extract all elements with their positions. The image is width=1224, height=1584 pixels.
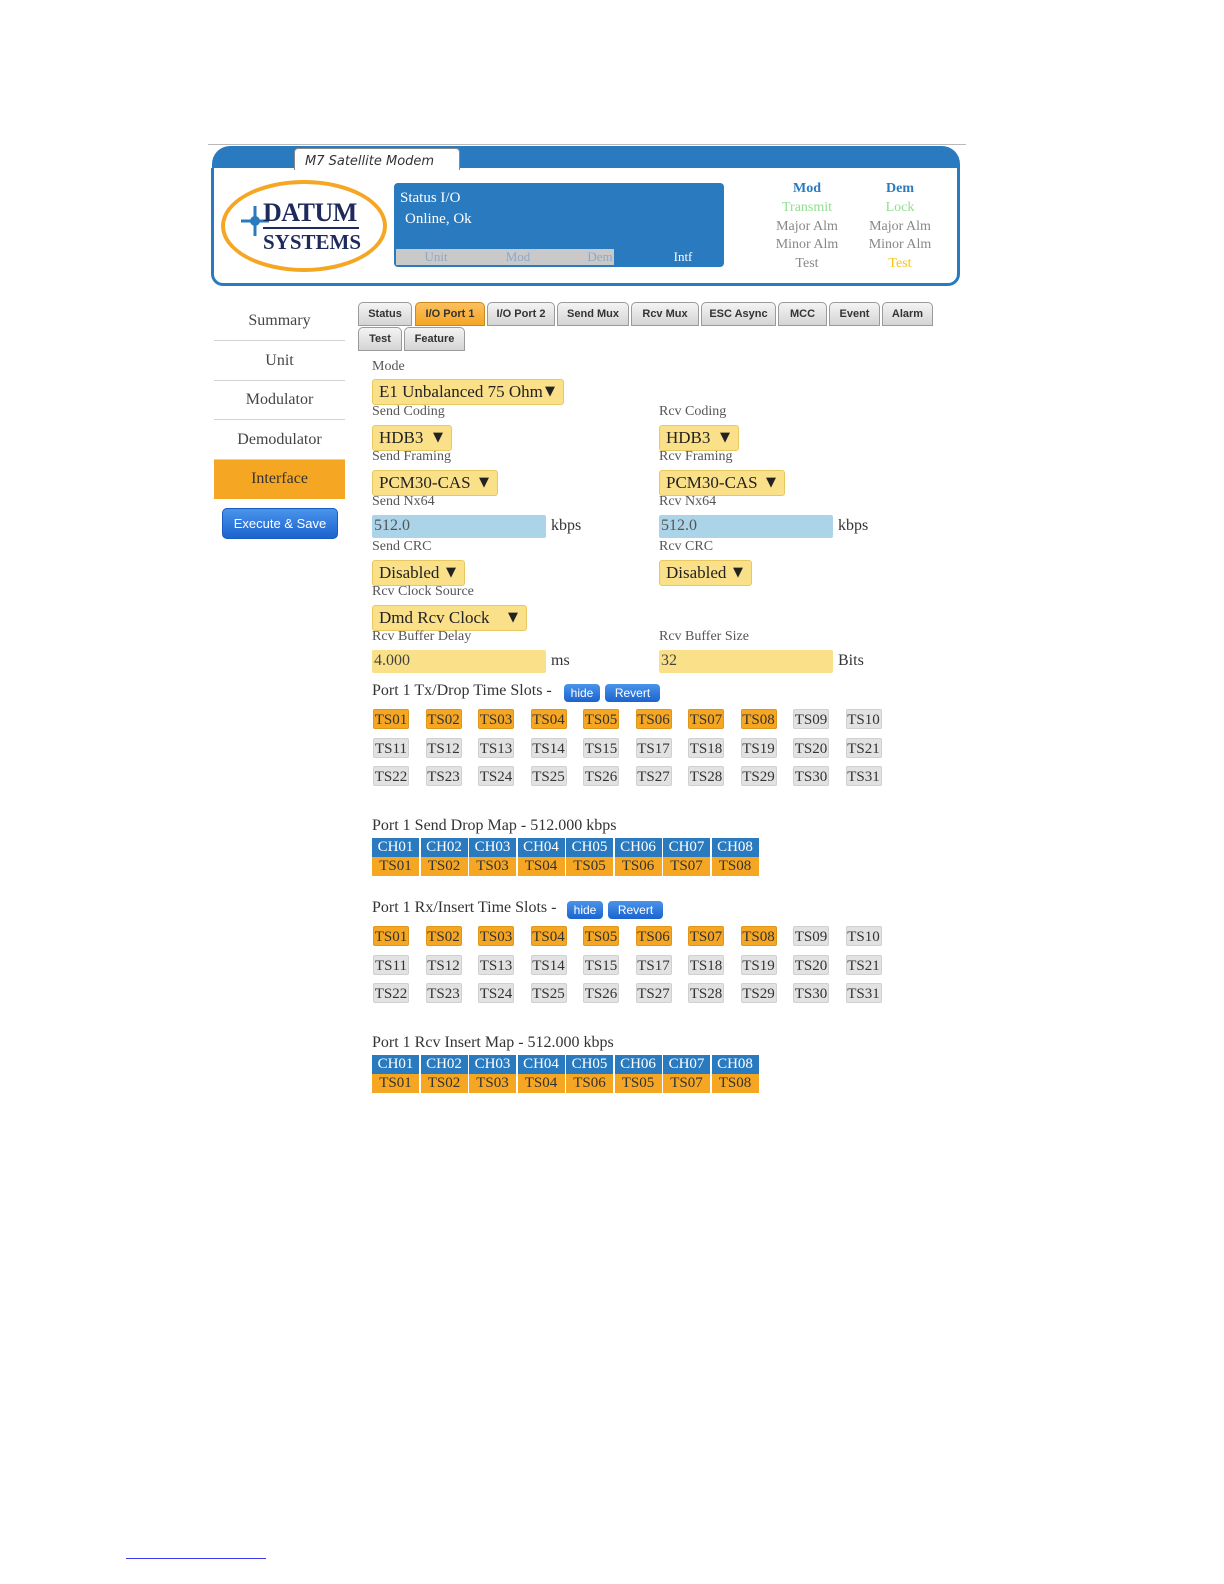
- dem-indicator-lock: Lock: [885, 200, 915, 215]
- tx-hide-button[interactable]: hide: [564, 684, 600, 702]
- rcv-buffer-delay-unit: ms: [551, 652, 570, 669]
- mod-indicator-minor-alm: Minor Alm: [775, 237, 839, 252]
- sidebar-item-modulator[interactable]: Modulator: [214, 381, 345, 420]
- rcv-buffer-delay-label: Rcv Buffer Delay: [372, 629, 472, 644]
- dem-indicator-minor-alm: Minor Alm: [868, 237, 932, 252]
- chevron-down-icon: ▼: [545, 384, 555, 399]
- time-slot-ts23[interactable]: TS23: [426, 766, 462, 786]
- send-framing-select[interactable]: [372, 470, 498, 496]
- rcv-framing-select[interactable]: [659, 470, 785, 496]
- rcv-coding-label: Rcv Coding: [659, 404, 727, 419]
- rcv-nx64-input[interactable]: 512.0: [659, 515, 833, 538]
- send-nx64-label: Send Nx64: [372, 494, 435, 509]
- time-slot-ts31[interactable]: TS31: [846, 983, 882, 1003]
- map-channel-ch08: CH08: [712, 1055, 759, 1074]
- tab-status[interactable]: Status: [358, 302, 412, 326]
- tab-feature[interactable]: Feature: [404, 327, 465, 351]
- time-slot-ts03[interactable]: TS03: [478, 926, 514, 946]
- dem-indicator-major-alm: Major Alm: [869, 219, 931, 234]
- time-slot-ts11[interactable]: TS11: [373, 738, 409, 758]
- mod-indicator-mod: Mod: [793, 181, 821, 196]
- mod-indicator-transmit: Transmit: [781, 200, 833, 215]
- map-channel-ch08: CH08: [712, 838, 759, 857]
- time-slot-ts06[interactable]: TS06: [636, 709, 672, 729]
- status-tab-strip: [396, 249, 614, 265]
- map-slot-ts04: TS04: [518, 857, 565, 876]
- rcv-buffer-size-label: Rcv Buffer Size: [659, 629, 749, 644]
- time-slot-ts18[interactable]: TS18: [688, 955, 724, 975]
- rcv-nx64-label: Rcv Nx64: [659, 494, 717, 509]
- time-slot-ts07[interactable]: TS07: [688, 926, 724, 946]
- time-slot-ts25[interactable]: TS25: [531, 766, 567, 786]
- time-slot-ts26[interactable]: TS26: [583, 983, 619, 1003]
- map-channel-ch06: CH06: [615, 838, 662, 857]
- time-slot-ts11[interactable]: TS11: [373, 955, 409, 975]
- map-slot-ts03: TS03: [469, 857, 516, 876]
- time-slot-ts06[interactable]: TS06: [636, 926, 672, 946]
- send-framing-label: Send Framing: [372, 449, 451, 464]
- chevron-down-icon: ▼: [446, 565, 456, 580]
- rcv-framing-value: PCM30-CAS: [666, 473, 758, 492]
- time-slot-ts28[interactable]: TS28: [688, 983, 724, 1003]
- time-slot-ts10[interactable]: TS10: [846, 709, 882, 729]
- mod-indicator-major-alm: Major Alm: [776, 219, 838, 234]
- map-channel-ch03: CH03: [469, 1055, 516, 1074]
- map-slot-ts05: TS05: [566, 857, 613, 876]
- map-slot-ts01: TS01: [372, 857, 419, 876]
- time-slot-ts25[interactable]: TS25: [531, 983, 567, 1003]
- time-slot-ts19[interactable]: TS19: [741, 738, 777, 758]
- rx-slots-title: Port 1 Rx/Insert Time Slots -: [372, 899, 557, 916]
- time-slot-ts03[interactable]: TS03: [478, 709, 514, 729]
- send-map-title: Port 1 Send Drop Map - 512.000 kbps: [372, 817, 617, 834]
- rcv-buffer-size-input[interactable]: 32: [659, 650, 833, 673]
- time-slot-ts29[interactable]: TS29: [741, 766, 777, 786]
- time-slot-ts27[interactable]: TS27: [636, 983, 672, 1003]
- status-tab-mod[interactable]: Mod: [505, 249, 531, 264]
- send-crc-label: Send CRC: [372, 539, 432, 554]
- map-slot-ts02: TS02: [421, 1074, 468, 1093]
- time-slot-ts04[interactable]: TS04: [531, 709, 567, 729]
- map-slot-ts07: TS07: [663, 1074, 710, 1093]
- map-slot-ts01: TS01: [372, 1074, 419, 1093]
- datum-systems-logo: [221, 180, 387, 272]
- status-message: Online, Ok: [405, 211, 472, 227]
- map-channel-ch07: CH07: [663, 838, 710, 857]
- time-slot-ts22[interactable]: TS22: [373, 766, 409, 786]
- tab-mcc[interactable]: MCC: [778, 302, 827, 326]
- send-crc-value: Disabled: [379, 563, 440, 582]
- rcv-buffer-delay-input[interactable]: 4.000: [372, 650, 546, 673]
- time-slot-ts18[interactable]: TS18: [688, 738, 724, 758]
- send-nx64-unit: kbps: [551, 517, 582, 534]
- map-channel-ch02: CH02: [421, 838, 468, 857]
- time-slot-ts30[interactable]: TS30: [793, 766, 829, 786]
- map-channel-ch07: CH07: [663, 1055, 710, 1074]
- time-slot-ts08[interactable]: TS08: [741, 709, 777, 729]
- tx-revert-button[interactable]: Revert: [605, 684, 660, 702]
- logo-rule: [263, 227, 359, 229]
- tab-event[interactable]: Event: [829, 302, 880, 326]
- tab-alarm[interactable]: Alarm: [882, 302, 933, 326]
- send-framing-value: PCM30-CAS: [379, 473, 471, 492]
- time-slot-ts28[interactable]: TS28: [688, 766, 724, 786]
- sidebar-item-demodulator[interactable]: Demodulator: [214, 421, 345, 460]
- rcv-coding-select[interactable]: [659, 425, 739, 451]
- tx-slots-title: Port 1 Tx/Drop Time Slots -: [372, 682, 552, 699]
- map-slot-ts08: TS08: [712, 1074, 759, 1093]
- mode-label: Mode: [372, 359, 405, 374]
- map-slot-ts05: TS05: [615, 1074, 662, 1093]
- time-slot-ts24[interactable]: TS24: [478, 983, 514, 1003]
- time-slot-ts15[interactable]: TS15: [583, 738, 619, 758]
- rcv-buffer-size-unit: Bits: [838, 652, 864, 669]
- execute-save-button[interactable]: Execute & Save: [222, 508, 338, 539]
- time-slot-ts10[interactable]: TS10: [846, 926, 882, 946]
- time-slot-ts20[interactable]: TS20: [793, 955, 829, 975]
- map-channel-ch01: CH01: [372, 1055, 419, 1074]
- map-slot-ts06: TS06: [615, 857, 662, 876]
- time-slot-ts13[interactable]: TS13: [478, 738, 514, 758]
- tab-test[interactable]: Test: [358, 327, 402, 351]
- time-slot-ts24[interactable]: TS24: [478, 766, 514, 786]
- send-coding-value: HDB3: [379, 428, 424, 447]
- rcv-crc-value: Disabled: [666, 563, 727, 582]
- map-slot-ts04: TS04: [518, 1074, 565, 1093]
- time-slot-ts14[interactable]: TS14: [531, 738, 567, 758]
- send-coding-label: Send Coding: [372, 404, 445, 419]
- time-slot-ts26[interactable]: TS26: [583, 766, 619, 786]
- tab-rcv-mux[interactable]: Rcv Mux: [631, 302, 699, 326]
- time-slot-ts30[interactable]: TS30: [793, 983, 829, 1003]
- dem-indicator-test: Test: [888, 256, 912, 271]
- time-slot-ts23[interactable]: TS23: [426, 983, 462, 1003]
- time-slot-ts12[interactable]: TS12: [426, 738, 462, 758]
- sidebar-item-unit[interactable]: Unit: [214, 342, 345, 381]
- time-slot-ts08[interactable]: TS08: [741, 926, 777, 946]
- status-tab-intf[interactable]: Intf: [673, 249, 693, 264]
- send-crc-select[interactable]: [372, 560, 465, 586]
- tab-esc-async[interactable]: ESC Async: [701, 302, 776, 326]
- rx-revert-button[interactable]: Revert: [608, 901, 663, 919]
- time-slot-ts13[interactable]: TS13: [478, 955, 514, 975]
- chevron-down-icon: ▼: [508, 610, 518, 625]
- status-tab-unit[interactable]: Unit: [424, 249, 448, 264]
- chevron-down-icon: ▼: [433, 430, 443, 445]
- time-slot-ts12[interactable]: TS12: [426, 955, 462, 975]
- logo-text-systems: SYSTEMS: [263, 230, 362, 254]
- chevron-down-icon: ▼: [733, 565, 743, 580]
- time-slot-ts29[interactable]: TS29: [741, 983, 777, 1003]
- status-title: Status I/O: [400, 190, 461, 206]
- map-channel-ch04: CH04: [518, 1055, 565, 1074]
- rcv-coding-value: HDB3: [666, 428, 711, 447]
- time-slot-ts09[interactable]: TS09: [793, 709, 829, 729]
- rcv-crc-select[interactable]: [659, 560, 752, 586]
- chevron-down-icon: ▼: [479, 475, 489, 490]
- time-slot-ts17[interactable]: TS17: [636, 738, 672, 758]
- rcv-map-title: Port 1 Rcv Insert Map - 512.000 kbps: [372, 1034, 614, 1051]
- time-slot-ts22[interactable]: TS22: [373, 983, 409, 1003]
- rcv-nx64-unit: kbps: [838, 517, 869, 534]
- status-tab-dem[interactable]: Dem: [587, 249, 613, 264]
- rcv-clock-source-label: Rcv Clock Source: [372, 584, 474, 599]
- time-slot-ts05[interactable]: TS05: [583, 709, 619, 729]
- dem-indicator-dem: Dem: [886, 181, 914, 196]
- sidebar-item-interface[interactable]: Interface: [214, 460, 345, 499]
- mod-indicator-test: Test: [795, 256, 819, 271]
- time-slot-ts07[interactable]: TS07: [688, 709, 724, 729]
- rcv-clock-source-select[interactable]: [372, 605, 527, 631]
- time-slot-ts09[interactable]: TS09: [793, 926, 829, 946]
- rcv-crc-label: Rcv CRC: [659, 539, 714, 554]
- chevron-down-icon: ▼: [766, 475, 776, 490]
- map-slot-ts06: TS06: [566, 1074, 613, 1093]
- mode-select[interactable]: [372, 379, 564, 405]
- time-slot-ts19[interactable]: TS19: [741, 955, 777, 975]
- app-title: M7 Satellite Modem: [294, 148, 460, 170]
- time-slot-ts31[interactable]: TS31: [846, 766, 882, 786]
- logo-text-datum: DATUM: [263, 198, 357, 227]
- send-nx64-input[interactable]: 512.0: [372, 515, 546, 538]
- time-slot-ts02[interactable]: TS02: [426, 926, 462, 946]
- map-channel-ch05: CH05: [566, 1055, 613, 1074]
- footnote-rule: [126, 1558, 266, 1559]
- time-slot-ts05[interactable]: TS05: [583, 926, 619, 946]
- time-slot-ts21[interactable]: TS21: [846, 738, 882, 758]
- status-box: [394, 183, 724, 267]
- rx-hide-button[interactable]: hide: [567, 901, 603, 919]
- time-slot-ts02[interactable]: TS02: [426, 709, 462, 729]
- chevron-down-icon: ▼: [720, 430, 730, 445]
- time-slot-ts01[interactable]: TS01: [373, 926, 409, 946]
- map-channel-ch05: CH05: [566, 838, 613, 857]
- map-slot-ts03: TS03: [469, 1074, 516, 1093]
- time-slot-ts17[interactable]: TS17: [636, 955, 672, 975]
- sidebar-item-summary[interactable]: Summary: [214, 302, 345, 341]
- send-coding-select[interactable]: [372, 425, 452, 451]
- map-channel-ch02: CH02: [421, 1055, 468, 1074]
- time-slot-ts01[interactable]: TS01: [373, 709, 409, 729]
- tab-i-o-port-2[interactable]: I/O Port 2: [487, 302, 555, 326]
- mode-value: E1 Unbalanced 75 Ohm: [379, 382, 543, 401]
- time-slot-ts27[interactable]: TS27: [636, 766, 672, 786]
- top-rule: [208, 144, 966, 145]
- map-channel-ch06: CH06: [615, 1055, 662, 1074]
- rcv-clock-source-value: Dmd Rcv Clock: [379, 608, 490, 627]
- map-slot-ts02: TS02: [421, 857, 468, 876]
- time-slot-ts21[interactable]: TS21: [846, 955, 882, 975]
- map-slot-ts08: TS08: [712, 857, 759, 876]
- map-channel-ch03: CH03: [469, 838, 516, 857]
- time-slot-ts20[interactable]: TS20: [793, 738, 829, 758]
- time-slot-ts04[interactable]: TS04: [531, 926, 567, 946]
- time-slot-ts15[interactable]: TS15: [583, 955, 619, 975]
- tab-i-o-port-1[interactable]: I/O Port 1: [415, 302, 485, 326]
- time-slot-ts14[interactable]: TS14: [531, 955, 567, 975]
- tab-send-mux[interactable]: Send Mux: [557, 302, 629, 326]
- rcv-framing-label: Rcv Framing: [659, 449, 733, 464]
- map-channel-ch01: CH01: [372, 838, 419, 857]
- map-slot-ts07: TS07: [663, 857, 710, 876]
- map-channel-ch04: CH04: [518, 838, 565, 857]
